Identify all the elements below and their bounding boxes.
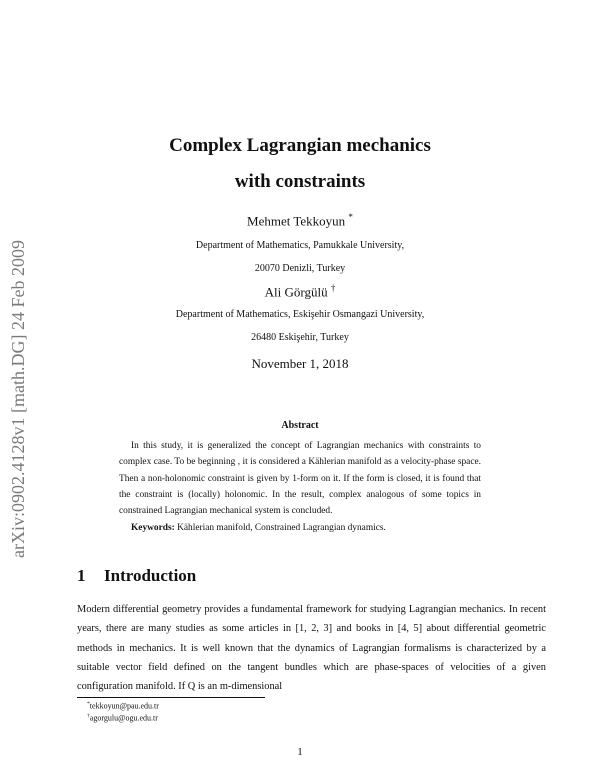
- paper-title-line-2: with constraints: [234, 171, 366, 192]
- footnote-2-mark: †: [87, 713, 90, 719]
- introduction-paragraph: Modern differential geometry provides a fundamental framework for studying Lagrangian mechanics. In recent years, there are many studies as some articles in [1, 2, 3] and books in [4, 5] about differential geometric methods in mechanics. It is well known that the dynamics of Lagrangian formalisms is characterized by a suitable vector field defined on the tangent bundles which are phase-spaces of velocities of a given configuration manifold. If Q is an m-dimensional: [77, 604, 546, 693]
- keywords-label: Keywords:: [131, 523, 175, 534]
- footnote-1-email: tekkoyun@pau.edu.tr: [89, 701, 159, 711]
- paper-title-line-1: Complex Lagrangian mechanics: [169, 135, 431, 156]
- paper-date: November 1, 2018: [251, 356, 349, 371]
- section-number: 1: [77, 566, 86, 585]
- introduction-body: [77, 600, 546, 696]
- page-number: 1: [297, 746, 303, 758]
- author-1-affiliation: Department of Mathematics, Pamukkale University,: [195, 240, 405, 251]
- author-2-name: Ali Görgülü: [264, 284, 328, 300]
- footnote-2: [87, 713, 158, 723]
- abstract-heading: Abstract: [281, 420, 319, 431]
- author-2-address: 26480 Eskişehir, Turkey: [251, 332, 349, 343]
- author-1-footnote-mark: *: [348, 212, 353, 222]
- abstract-text: In this study, it is generalized the concept of Lagrangian mechanics with constraints to complex case. To be beginning , it is considered a Kählerian manifold as a velocity-phase space. Then a non-holonomic constraint is given by 1-form on it. If the form is closed, it is found that the constraint is (locally) holonomic. In the result, complex analogous of some topics in constrained Lagrangian mechanical system is concluded.: [119, 441, 481, 517]
- footnote-rule: [77, 697, 265, 698]
- author-1-name: Mehmet Tekkoyun: [247, 213, 346, 229]
- abstract-block: [119, 438, 481, 537]
- keywords-line: [119, 520, 481, 536]
- author-2: [0, 283, 600, 300]
- keywords-text: Kählerian manifold, Constrained Lagrangian dynamics.: [177, 523, 386, 534]
- author-2-affiliation: Department of Mathematics, Eskişehir Osmangazi University,: [175, 309, 425, 320]
- author-2-footnote-mark: †: [330, 283, 336, 293]
- author-1: [0, 212, 600, 229]
- footnote-1: [87, 701, 159, 711]
- author-1-address: 20070 Denizli, Turkey: [254, 263, 346, 274]
- footnote-2-email: agorgulu@ogu.edu.tr: [89, 713, 158, 723]
- arxiv-identifier-stamp: arXiv:0902.4128v1 [math.DG] 24 Feb 2009: [8, 240, 28, 558]
- section-title: Introduction: [104, 566, 197, 585]
- footnote-1-mark: *: [87, 701, 90, 707]
- section-heading-introduction: [77, 566, 196, 586]
